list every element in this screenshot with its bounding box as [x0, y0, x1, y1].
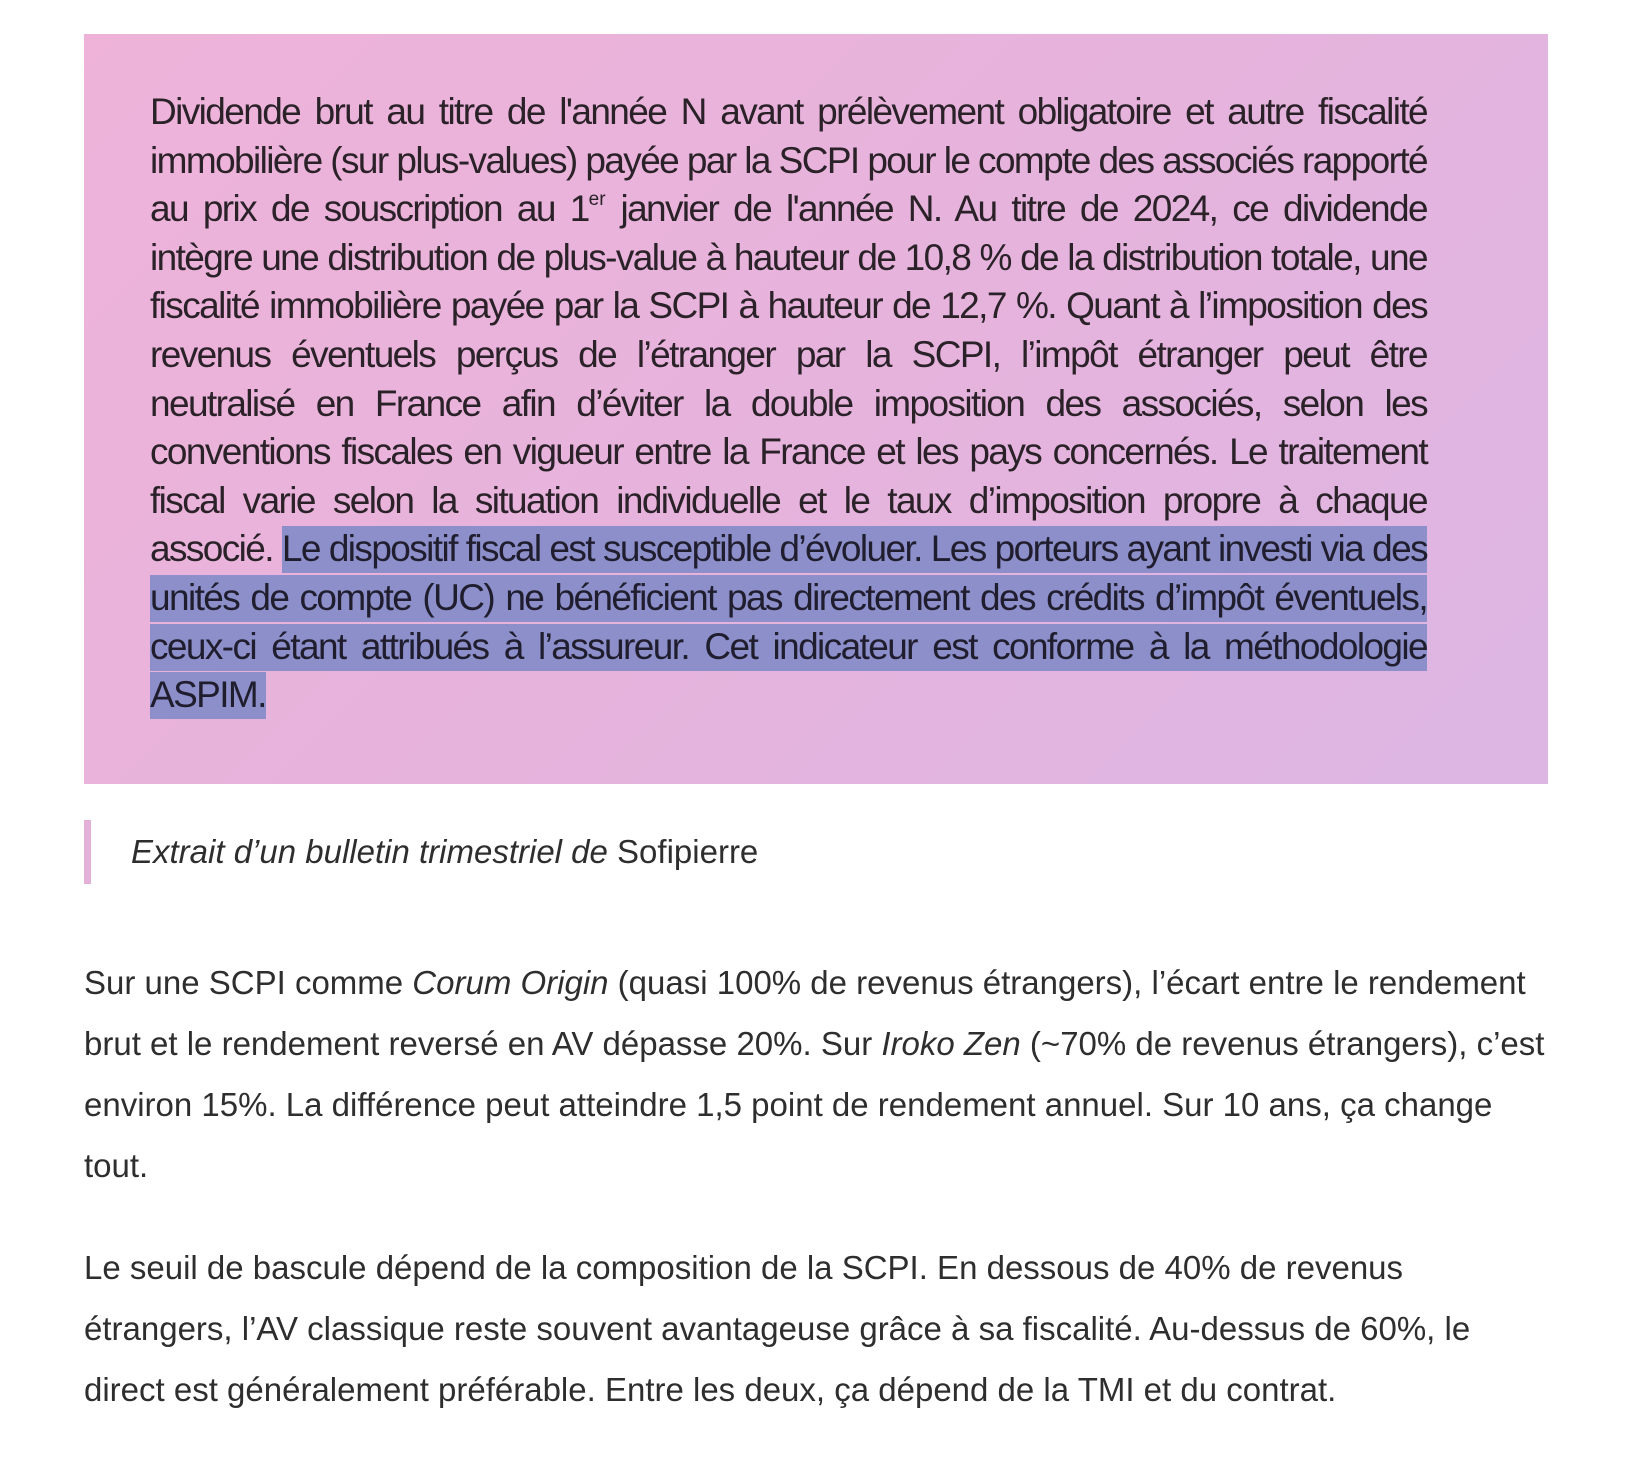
excerpt-highlighted-selection: Le dispositif fiscal est susceptible d’évoluer. Les porteurs ayant investi via des unités de compte (UC) ne bénéficient pas directement des crédits d’impôt éventuels, ceux-ci étant attribués à l’assureur. Cet indicateur est conforme à la méthodologie ASPIM. [150, 526, 1427, 719]
paragraph-1 [84, 952, 1554, 1196]
excerpt-intro: Dividende brut au titre de l'année N avant prélèvement obligatoire et autre fiscalité immobilière (sur plus-values) payée par la SCPI pour le compte des associés rapporté au prix de souscription au 1 [150, 91, 1427, 230]
excerpt-text [150, 88, 1427, 720]
para1-text-2: (quasi 100% de revenus étrangers), l’écart entre le rendement brut et le rendement reversé en AV dépasse 20%. Sur [84, 964, 1526, 1062]
paragraph-2 [84, 1237, 1554, 1420]
para2-text: Le seuil de bascule dépend de la composition de la SCPI. En dessous de 40% de revenus étrangers, l’AV classique reste souvent avantageuse grâce à sa fiscalité. Au-dessus de 60%, le direct est généralement préférable. Entre les deux, ça dépend de la TMI et du contrat. [84, 1249, 1471, 1408]
excerpt-rest: janvier de l'année N. Au titre de 2024, ce dividende intègre une distribution de plus-value à hauteur de 10,8 % de la distribution totale, une fiscalité immobilière payée par la SCPI à hauteur de 12,7 %. Quant à l’imposition des revenus éventuels perçus de l’étranger par la SCPI, l’impôt étranger peut être neutralisé en France afin d’éviter la double imposition des associés, selon les conventions fiscales en vigueur entre la France et les pays concernés. Le traitement fiscal varie selon la situation individuelle et le taux d’imposition propre à chaque associé. [150, 188, 1427, 570]
caption-source: Sofipierre [617, 833, 759, 870]
para1-scpi-name-1: Corum Origin [412, 964, 609, 1001]
excerpt-superscript: er [588, 189, 606, 211]
figure-caption [84, 820, 758, 884]
para1-text-3: (~70% de revenus étrangers), c’est environ 15%. La différence peut atteindre 1,5 point de rendement annuel. Sur 10 ans, ça change tout. [84, 1025, 1545, 1184]
para1-text-1: Sur une SCPI comme [84, 964, 413, 1001]
caption-italic: Extrait d’un bulletin trimestriel de [131, 833, 608, 870]
para1-scpi-name-2: Iroko Zen [881, 1025, 1021, 1062]
bulletin-excerpt-image [84, 34, 1548, 784]
